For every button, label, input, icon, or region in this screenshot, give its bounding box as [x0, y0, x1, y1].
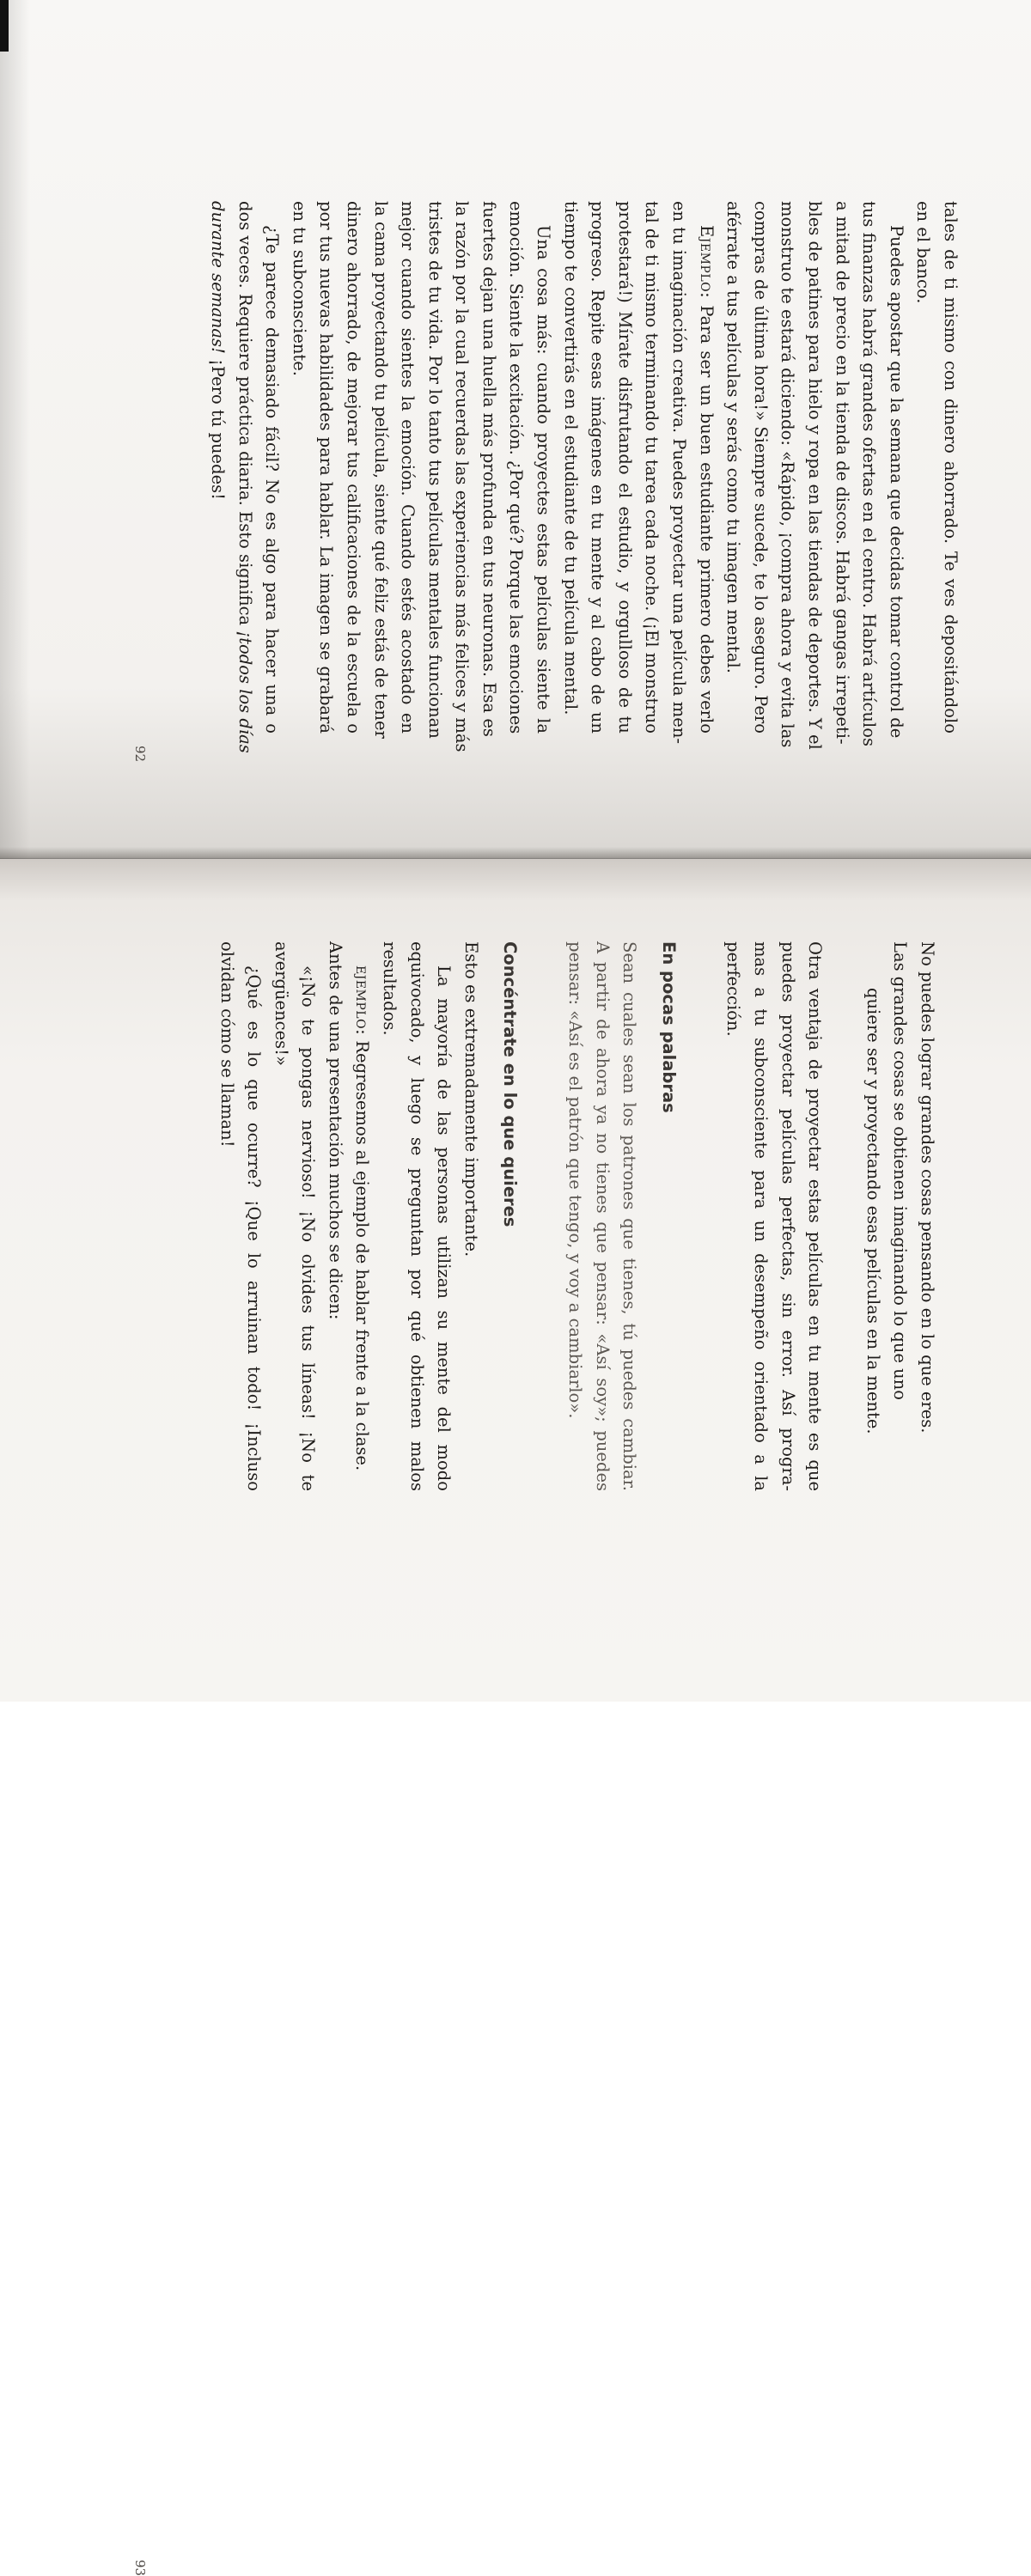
- quote-line: No puedes lograr grandes cosas pensando en lo que eres.: [918, 941, 937, 1434]
- text-line: tristes de tu vida. Por lo tanto tus películas mentales funcionan: [424, 201, 445, 739]
- text-line: Otra ventaja de proyectar estas películas en tu mente es que: [805, 941, 826, 1491]
- text-line: La mayoría de las personas utilizan su mente del modo: [434, 965, 454, 1491]
- scan-edge: [0, 0, 9, 52]
- text-line: aférrate a tus películas y serás como tu imagen mental.: [723, 201, 744, 673]
- text-line: ¿Qué es lo que ocurre? ¡Que lo arruinan todo! ¡Incluso: [244, 965, 265, 1491]
- text-line: monstruo te estará diciendo: «Rápido, ¡compra ahora y evita las: [778, 201, 798, 748]
- text-line: [349, 941, 376, 1491]
- italic-text: todos los días: [235, 637, 255, 753]
- text-fragment: Para ser un buen estudiante primero debes verlo: [696, 305, 717, 734]
- left-page: [0, 0, 1031, 859]
- page-edge-shadow: [0, 0, 30, 859]
- text-line: en tu imaginación creativa. Puedes proyectar una película men-: [669, 201, 690, 744]
- text-line: perfección.: [723, 941, 744, 1037]
- text-fragment: Regresemos al ejemplo de hablar frente a la clase.: [352, 1040, 373, 1471]
- text-line: Puedes apostar que la semana que decidas tomar control de: [886, 225, 906, 739]
- page-number: 92: [132, 746, 148, 763]
- text-line: [204, 201, 231, 734]
- text-line: ¿Te parece demasiado fácil? No es algo para hacer una o: [262, 225, 283, 734]
- text-line: tiempo te convertirás en el estudiante de tu película mental.: [560, 201, 581, 716]
- text-fragment: ¡Pero tú puedes!: [207, 353, 228, 500]
- text-line: progreso. Repite esas imágenes en tu mente y al cabo de un: [588, 201, 608, 734]
- text-line: bles de patines para hielo y ropa en las tiendas de deportes. Y el: [805, 201, 826, 750]
- summary-line: Sean cuales sean los patrones que tienes, tú puedes cambiar.: [619, 941, 640, 1491]
- italic-prefix: ¡: [235, 630, 255, 638]
- section-heading: Concéntrate en lo que quieres: [500, 941, 521, 1227]
- text-line: «¡No te pongas nervioso! ¡No olvides tus líneas! ¡No te: [298, 965, 319, 1491]
- text-line: resultados.: [380, 941, 400, 1036]
- text-line: avergüences!»: [271, 941, 291, 1066]
- text-line: en el banco.: [913, 201, 934, 304]
- text-line: olvidan cómo se llaman!: [217, 941, 237, 1148]
- text-line: mejor cuando sientes la emoción. Cuando estés acostado en: [398, 201, 418, 734]
- text-line: fuertes dejan una huella más profunda en tus neuronas. Esa es: [479, 201, 499, 737]
- page-number: 93: [132, 2560, 148, 2576]
- text-line: la cama proyectando tu película, siente qué feliz estás de tener: [370, 201, 391, 739]
- text-line: a mitad de precio en la tienda de discos. Habrá gangas irrepeti-: [832, 201, 852, 745]
- text-line: en tu subconsciente.: [289, 201, 309, 376]
- text-line: [231, 201, 259, 753]
- text-line: [692, 201, 720, 734]
- right-page-text: [213, 941, 941, 1491]
- quote-line: Las grandes cosas se obtienen imaginando lo que uno: [890, 941, 911, 1400]
- text-line: dinero ahorrado, de mejorar tus calificaciones de la escuela o: [343, 201, 363, 734]
- quote-line: quiere ser y proyectando esas películas en la mente.: [863, 988, 883, 1434]
- text-line: protestará!) Mírate disfrutando el estudio, y orgulloso de tu: [614, 201, 635, 734]
- summary-line: A partir de ahora ya no tienes que pensar: «Así soy»; puedes: [592, 941, 613, 1491]
- italic-text: durante semanas!: [207, 201, 228, 354]
- section-heading: En pocas palabras: [658, 941, 679, 1113]
- text-line: tales de ti mismo con dinero ahorrado. Te ves depositándolo: [941, 201, 961, 734]
- text-line: puedes proyectar películas perfectas, sin error. Así progra-: [778, 941, 798, 1491]
- ejemplo-label: ejemplo:: [352, 965, 373, 1036]
- left-page-text: [204, 201, 964, 753]
- text-line: la razón por la cual recuerdas las experiencias más felices y más: [452, 201, 473, 752]
- text-line: mas a tu subconsciente para un desempeño orientado a la: [751, 941, 772, 1491]
- text-fragment: dos veces. Requiere práctica diaria. Esto significa: [235, 201, 255, 631]
- text-line: tal de ti mismo terminando tu tarea cada noche. (¡El monstruo: [642, 201, 662, 734]
- summary-line: pensar: «Así es el patrón que tengo, y voy a cambiarlo».: [565, 941, 586, 1419]
- spacer: [828, 941, 859, 1491]
- ejemplo-label: Ejemplo:: [696, 225, 717, 299]
- text-line: emoción. Siente la excitación. ¿Por qué? Porque las emociones: [506, 201, 527, 734]
- text-line: equivocado, y luego se preguntan por qué obtienen malos: [406, 941, 427, 1491]
- text-line: Una cosa más: cuando proyectes estas películas siente la: [534, 225, 554, 734]
- text-line: por tus nuevas habilidades para hablar. La imagen se grabará: [316, 201, 337, 734]
- text-line: Antes de una presentación muchos se dicen:: [325, 941, 345, 1320]
- text-line: compras de última hora!» Siempre sucede, te lo aseguro. Pero: [750, 201, 771, 734]
- text-line: tus finanzas habrá grandes ofertas en el centro. Habrá artículos: [859, 201, 880, 746]
- right-page: [0, 859, 1031, 2576]
- text-line: Esto es extremadamente importante.: [461, 941, 481, 1258]
